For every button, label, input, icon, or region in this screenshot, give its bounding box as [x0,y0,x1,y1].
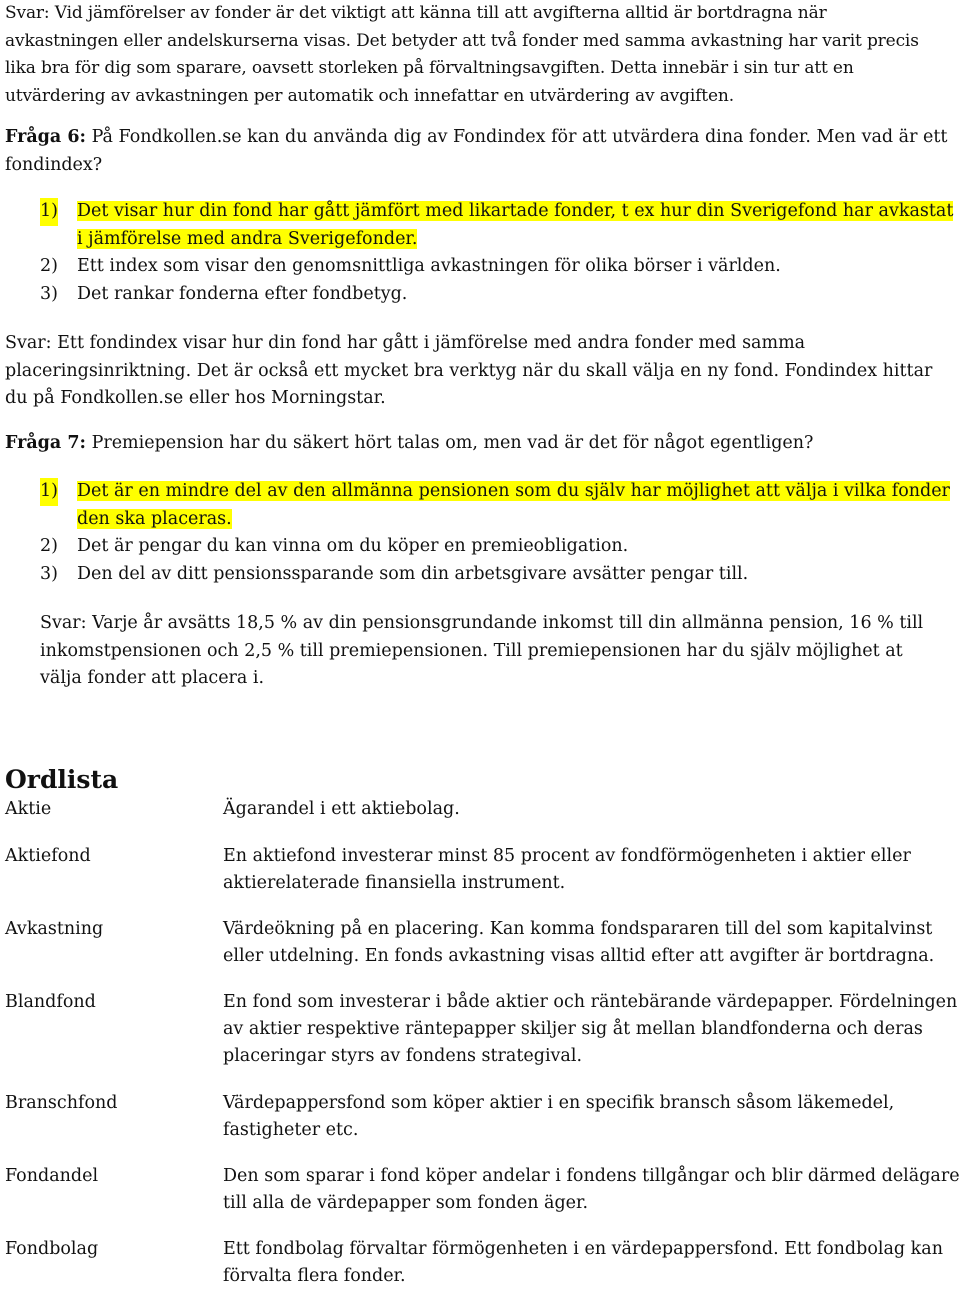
option-number: 3) [40,283,58,304]
glossary-definition: Värdepappersfond som köper aktier i en specifik bransch såsom läkemedel, fastigheter etc. [223,1093,895,1140]
glossary-term: Branschfond [5,1093,118,1113]
question-6-option-3 [5,281,960,309]
question-7-answer: Svar: Varje år avsätts 18,5 % av din pensionsgrundande inkomst till din allmänna pension, 16 % till inkomstpensionen och 2,5 % till premiepensionen. Till premiepensionen har du själv möjlighet at välja fonder att placera i. [40,613,924,688]
glossary-definition: Ägarandel i ett aktiebolag. [223,799,460,819]
question-6-answer: Svar: Ett fondindex visar hur din fond har gått i jämförelse med andra fonder med samma placeringsinriktning. Det är också ett mycket bra verktyg när du skall välja en ny fond. Fondindex hittar du på Fondkollen.se eller hos Morningstar. [5,333,933,408]
question-7-option-1 [5,478,960,533]
question-7-option-3 [5,561,960,589]
question-6-label: Fråga 6: [5,127,86,147]
option-number: 1) [40,198,58,226]
option-number: 3) [40,563,58,584]
glossary-row-fondandel [5,1163,960,1217]
glossary-row-avkastning [5,916,960,970]
question-6-options [5,198,960,308]
intro-line-4: utvärdering av avkastningen per automatik och innefattar en utvärdering av avgiften. [5,85,734,106]
question-7-options [5,478,960,588]
option-text: Det är en mindre del av den allmänna pensionen som du själv har möjlighet att välja i vilka fonder den ska placeras. [77,481,950,529]
option-number: 2) [40,536,58,556]
glossary-definition: En fond som investerar i både aktier och räntebärande värdepapper. Fördelningen av aktier respektive räntepapper skiljer sig åt mellan blandfonderna och deras placeringar styrs av fondens strategival. [223,992,958,1066]
question-7 [5,430,960,458]
glossary-definition: En aktiefond investerar minst 85 procent av fondförmögenheten i aktier eller aktierelaterade finansiella instrument. [223,846,911,893]
intro-answer [5,0,960,110]
glossary-row-aktiefond [5,843,960,897]
glossary-definition: Ett fondbolag förvaltar förmögenheten i en värdepappersfond. Ett fondbolag kan förvalta flera fonder. [223,1239,943,1286]
option-number: 2) [40,256,58,276]
glossary-term: Fondbolag [5,1239,99,1259]
intro-line-3: lika bra för dig som sparare, oavsett storleken på förvaltningsavgiften. Detta innebär i sin tur att en [5,58,854,78]
question-6 [5,124,960,179]
glossary-term: Aktie [5,799,52,819]
glossary-term: Blandfond [5,992,96,1012]
option-text: Ett index som visar den genomsnittliga avkastningen för olika börser i världen. [77,256,781,276]
question-7-label: Fråga 7: [5,433,86,453]
glossary-definition: Värdeökning på en placering. Kan komma fondspararen till del som kapitalvinst eller utdelning. En fonds avkastning visas alltid efter att avgifter är bortdragna. [223,919,935,966]
option-text: Det visar hur din fond har gått jämfört med likartade fonder, t ex hur din Sverigefond har avkastat i jämförelse med andra Sverigefonder. [77,201,954,249]
question-6-option-1 [5,198,960,253]
glossary-row-blandfond [5,989,960,1070]
glossary-title: Ordlista [5,765,119,794]
glossary-row-fondbolag [5,1236,960,1290]
question-7-text [5,430,960,458]
option-text: Det är pengar du kan vinna om du köper en premieobligation. [77,536,629,556]
question-6-text [5,124,960,179]
intro-line-2: avkastningen eller andelskurserna visas. Det betyder att två fonder med samma avkastning har varit precis [5,30,919,51]
option-text: Det rankar fonderna efter fondbetyg. [77,283,408,304]
question-6-option-2 [5,253,960,281]
glossary-row-branschfond [5,1090,960,1144]
glossary-term: Fondandel [5,1166,99,1186]
glossary-term: Aktiefond [5,846,91,866]
question-7-option-2 [5,533,960,561]
question-7-body: Premiepension har du säkert hört talas om, men vad är det för något egentligen? [91,433,814,453]
option-text: Den del av ditt pensionssparande som din arbetsgivare avsätter pengar till. [77,563,749,584]
intro-line-1: Svar: Vid jämförelser av fonder är det viktigt att känna till att avgifterna alltid är bortdragna när [5,3,827,23]
glossary-term: Avkastning [5,919,104,939]
option-number: 1) [40,478,58,506]
glossary-row-aktie [5,796,960,823]
question-6-body: På Fondkollen.se kan du använda dig av Fondindex för att utvärdera dina fonder. Men vad är ett fondindex? [5,127,948,175]
glossary-definition: Den som sparar i fond köper andelar i fondens tillgångar och blir därmed delägare till alla de värdepapper som fonden äger. [223,1166,960,1213]
